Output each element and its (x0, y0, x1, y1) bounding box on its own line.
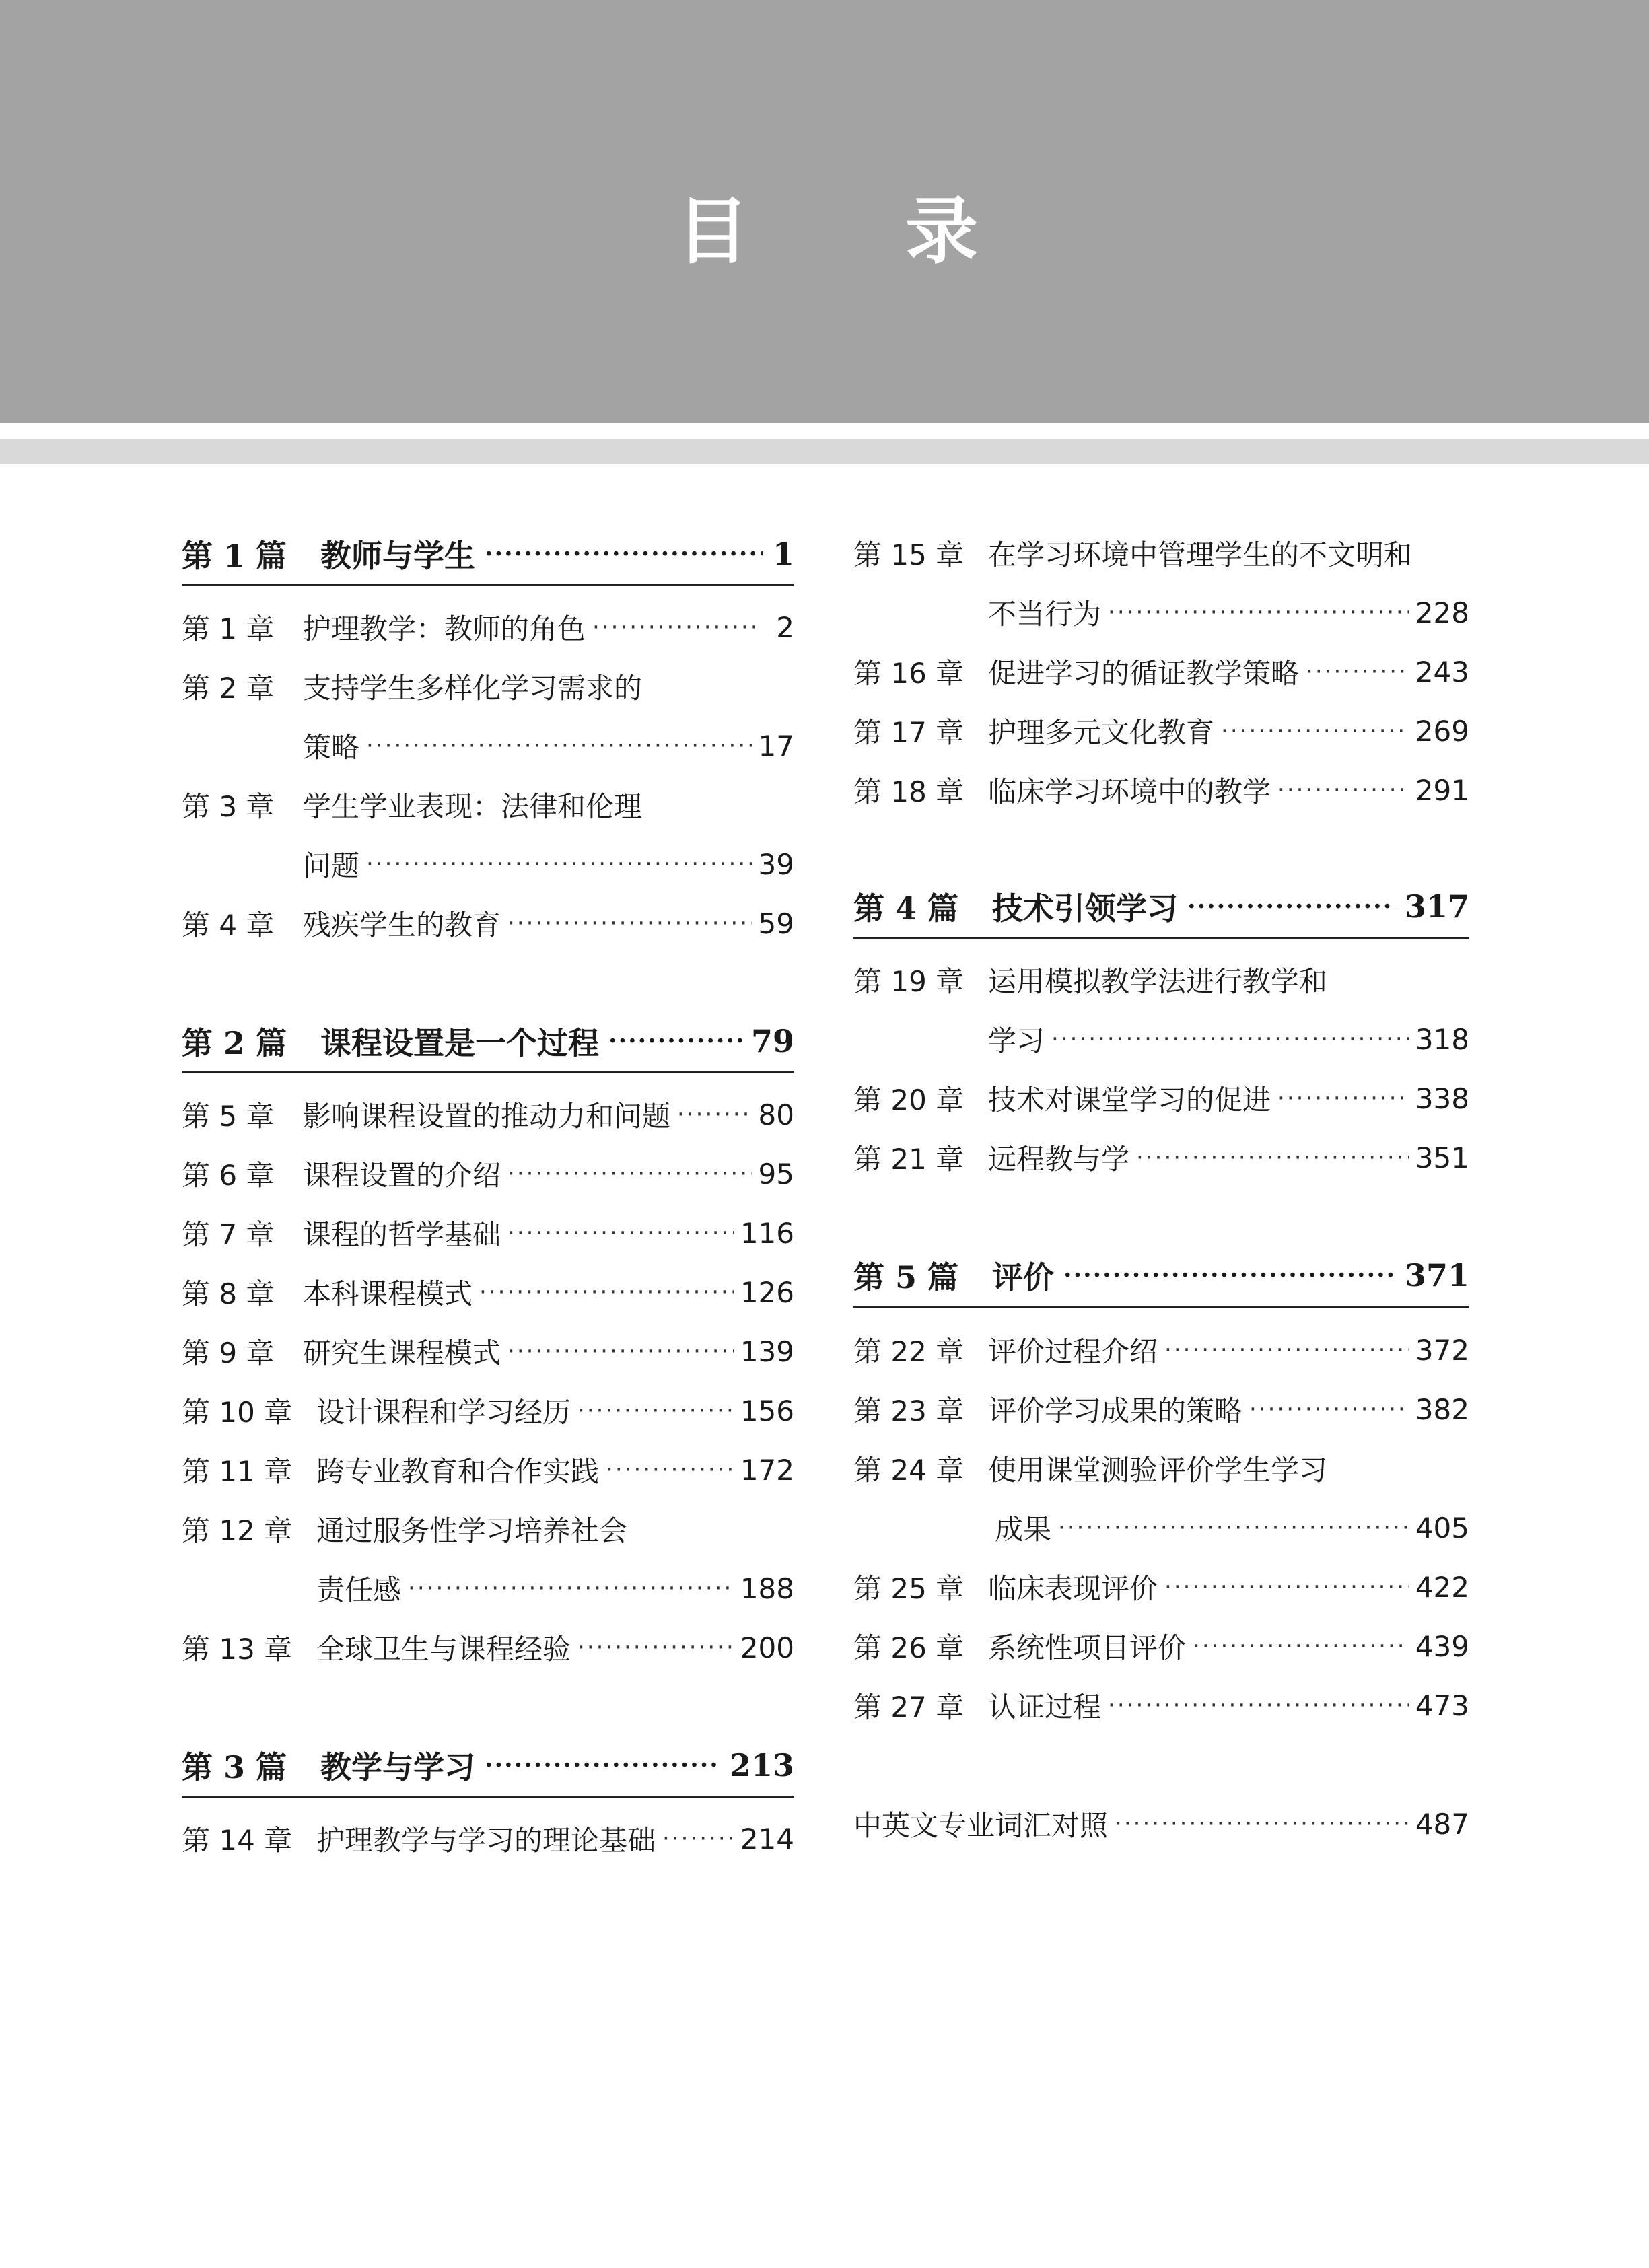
toc-chapter-27[interactable]: 第 27 章 认证过程 ····· 473 (853, 1676, 1469, 1735)
toc-chapter-26[interactable]: 第 26 章 系统性项目评价 ····· 439 (853, 1617, 1469, 1676)
toc-part-2[interactable]: 第 2 篇 课程设置是一个过程 ····· 79 (182, 1011, 794, 1073)
page-title (0, 182, 1649, 283)
toc-chapter-1[interactable]: 第 1 章 护理教学：教师的角色 ····· 2 (182, 598, 794, 657)
toc-chapter-15[interactable]: 第 15 章 在学习环境中管理学生的不文明和 (853, 538, 1413, 571)
toc-chapter-5[interactable]: 第 5 章 影响课程设置的推动力和问题 ····· 80 (182, 1085, 794, 1144)
toc-chapter-15-cont[interactable]: 不当行为 ····· 228 (988, 583, 1469, 642)
toc-chapter-6[interactable]: 第 6 章 课程设置的介绍 ····· 95 (182, 1144, 794, 1203)
toc-chapter-9[interactable]: 第 9 章 研究生课程模式 ····· 139 (182, 1322, 794, 1381)
toc-chapter-12[interactable]: 第 12 章 通过服务性学习培养社会 (182, 1514, 628, 1547)
toc-chapter-16[interactable]: 第 16 章 促进学习的循证教学策略 ····· 243 (853, 642, 1469, 701)
toc-chapter-23[interactable]: 第 23 章 评价学习成果的策略 ····· 382 (853, 1380, 1469, 1439)
toc-part-5[interactable]: 第 5 篇 评价 ····· 371 (853, 1245, 1469, 1308)
toc-chapter-20[interactable]: 第 20 章 技术对课堂学习的促进 ····· 338 (853, 1069, 1469, 1128)
toc-chapter-12-cont[interactable]: 责任感 ····· 188 (316, 1559, 794, 1618)
toc-chapter-19-cont[interactable]: 学习 ····· 318 (988, 1009, 1469, 1069)
toc-chapter-11[interactable]: 第 11 章 跨专业教育和合作实践 ····· 172 (182, 1440, 794, 1499)
toc-glossary[interactable]: 中英文专业词汇对照 ····· 487 (853, 1794, 1469, 1853)
title-char-2: 录 (905, 190, 979, 274)
toc-chapter-3[interactable]: 第 3 章 学生学业表现：法律和伦理 (182, 790, 643, 823)
toc-part-4[interactable]: 第 4 篇 技术引领学习 ····· 317 (853, 876, 1469, 939)
toc-chapter-3-cont[interactable]: 问题 ····· 39 (303, 835, 794, 894)
toc-chapter-25[interactable]: 第 25 章 临床表现评价 ····· 422 (853, 1557, 1469, 1617)
toc-chapter-21[interactable]: 第 21 章 远程教与学 ····· 351 (853, 1128, 1469, 1187)
toc-chapter-2[interactable]: 第 2 章 支持学生多样化学习需求的 (182, 672, 643, 705)
toc-chapter-7[interactable]: 第 7 章 课程的哲学基础 ····· 116 (182, 1203, 794, 1263)
toc-part-1[interactable]: 第 1 篇 教师与学生 ····· 1 (182, 524, 794, 586)
toc-chapter-22[interactable]: 第 22 章 评价过程介绍 ····· 372 (853, 1320, 1469, 1380)
toc-chapter-13[interactable]: 第 13 章 全球卫生与课程经验 ····· 200 (182, 1618, 794, 1677)
toc-chapter-17[interactable]: 第 17 章 护理多元文化教育 ····· 269 (853, 701, 1469, 760)
toc-part-3[interactable]: 第 3 篇 教学与学习 ····· 213 (182, 1735, 794, 1798)
toc-chapter-14[interactable]: 第 14 章 护理教学与学习的理论基础 ····· 214 (182, 1809, 794, 1868)
header-stripe (0, 439, 1649, 464)
toc-chapter-10[interactable]: 第 10 章 设计课程和学习经历 ····· 156 (182, 1381, 794, 1440)
toc-chapter-24[interactable]: 第 24 章 使用课堂测验评价学生学习 (853, 1454, 1328, 1487)
toc-chapter-24-cont[interactable]: 成果 ····· 405 (995, 1498, 1469, 1557)
toc-chapter-19[interactable]: 第 19 章 运用模拟教学法进行教学和 (853, 965, 1328, 998)
toc-chapter-18[interactable]: 第 18 章 临床学习环境中的教学 ····· 291 (853, 760, 1469, 820)
toc-chapter-2-cont[interactable]: 策略 ····· 17 (303, 716, 794, 775)
toc-chapter-4[interactable]: 第 4 章 残疾学生的教育 ····· 59 (182, 894, 794, 953)
title-char-1: 目 (676, 190, 750, 274)
toc-chapter-8[interactable]: 第 8 章 本科课程模式 ····· 126 (182, 1263, 794, 1322)
